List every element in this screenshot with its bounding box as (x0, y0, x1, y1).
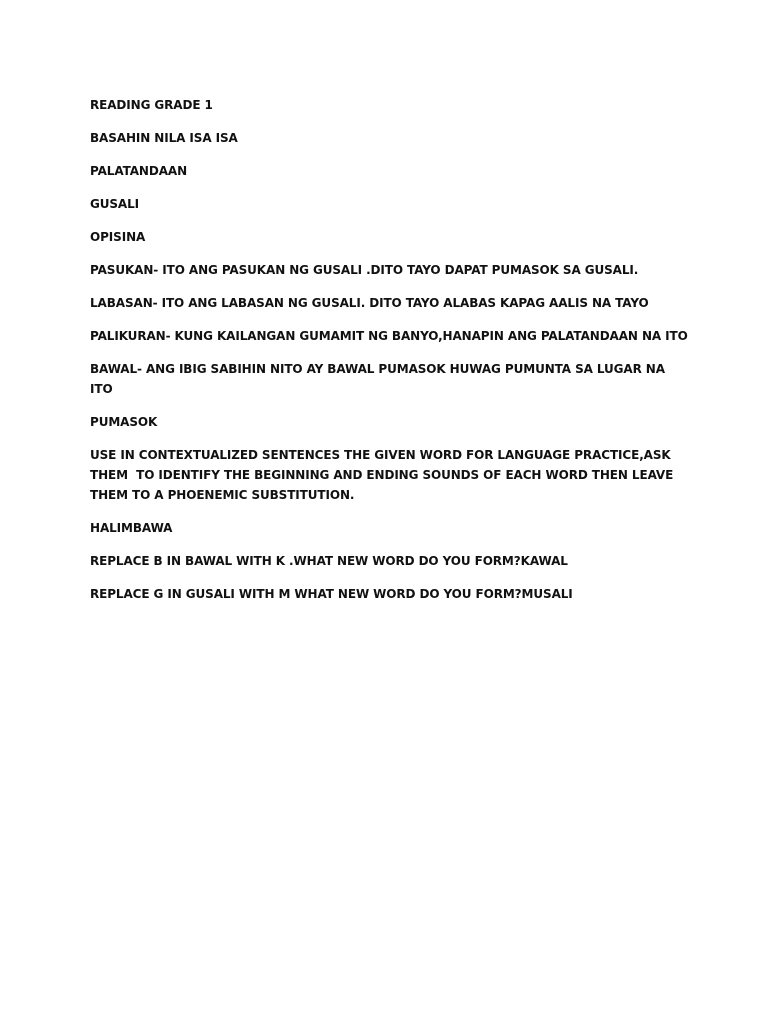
vocabulary-word: OPISINA (90, 230, 146, 244)
definition-line: BAWAL- ANG IBIG SABIHIN NITO AY BAWAL PUMASOK HUWAG PUMUNTA SA LUGAR NA ITO (90, 362, 670, 396)
vocabulary-word: PALATANDAAN (90, 164, 188, 178)
example-line: REPLACE G IN GUSALI WITH M WHAT NEW WORD DO YOU FORM?MUSALI (90, 587, 573, 601)
vocabulary-word: PUMASOK (90, 415, 158, 429)
document-page (90, 95, 690, 617)
vocabulary-word: GUSALI (90, 197, 140, 211)
instruction-line: BASAHIN NILA ISA ISA (90, 131, 238, 145)
activity-instructions: USE IN CONTEXTUALIZED SENTENCES THE GIVEN WORD FOR LANGUAGE PRACTICE,ASK THEM TO IDENTIFY THE BEGINNING AND ENDING SOUNDS OF EACH WORD THEN LEAVE THEM TO A PHOENEMIC SUBSTITUTION. (90, 448, 678, 502)
example-heading: HALIMBAWA (90, 521, 173, 535)
definition-line: LABASAN- ITO ANG LABASAN NG GUSALI. DITO TAYO ALABAS KAPAG AALIS NA TAYO (90, 296, 649, 310)
definition-line: PASUKAN- ITO ANG PASUKAN NG GUSALI .DITO TAYO DAPAT PUMASOK SA GUSALI. (90, 263, 639, 277)
example-line: REPLACE B IN BAWAL WITH K .WHAT NEW WORD DO YOU FORM?KAWAL (90, 554, 568, 568)
document-title: READING GRADE 1 (90, 98, 213, 112)
definition-line: PALIKURAN- KUNG KAILANGAN GUMAMIT NG BANYO,HANAPIN ANG PALATANDAAN NA ITO (90, 329, 688, 343)
